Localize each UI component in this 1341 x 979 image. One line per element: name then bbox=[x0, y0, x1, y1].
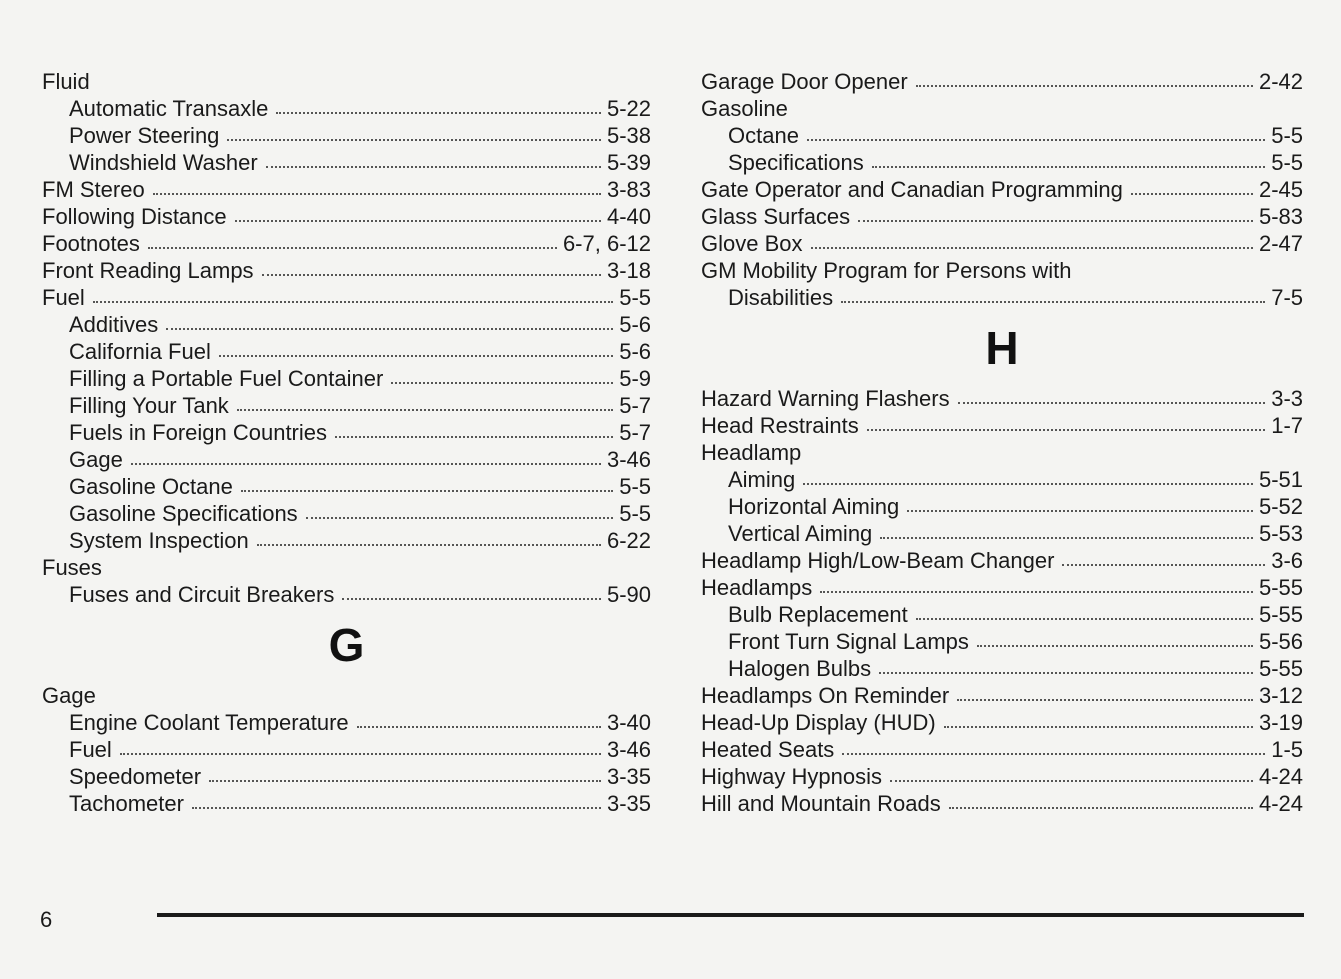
page-reference: 5-83 bbox=[1258, 204, 1303, 229]
entry-label: Engine Coolant Temperature bbox=[69, 710, 349, 735]
dot-leader bbox=[306, 517, 614, 519]
dot-leader bbox=[93, 301, 613, 303]
index-entry-gm-mobility-program-for-persons-with bbox=[701, 257, 1303, 284]
entry-label: Front Turn Signal Lamps bbox=[728, 629, 969, 654]
page-reference: 5-5 bbox=[1271, 150, 1303, 175]
entry-label: Head-Up Display (HUD) bbox=[701, 710, 936, 735]
dot-leader bbox=[241, 490, 613, 492]
entry-label: Gasoline bbox=[701, 96, 788, 121]
entry-label: Filling Your Tank bbox=[69, 393, 229, 418]
index-subentry-bulb-replacement bbox=[701, 601, 1303, 628]
page-reference: 5-9 bbox=[619, 366, 651, 391]
page-reference: 5-55 bbox=[1258, 656, 1303, 681]
index-subentry-power-steering bbox=[42, 122, 651, 149]
index-entry-gage bbox=[42, 682, 651, 709]
dot-leader bbox=[807, 139, 1265, 141]
index-entry-gate-operator-and-canadian-programming bbox=[701, 176, 1303, 203]
entry-label: Vertical Aiming bbox=[728, 521, 873, 546]
dot-leader bbox=[1062, 564, 1265, 566]
page-reference: 3-83 bbox=[606, 177, 651, 202]
dot-leader bbox=[916, 85, 1253, 87]
entry-label: Fuel bbox=[69, 737, 112, 762]
page-reference: 5-38 bbox=[606, 123, 651, 148]
entry-label: Fuses bbox=[42, 555, 102, 580]
entry-label: Fuses and Circuit Breakers bbox=[69, 582, 335, 607]
index-subentry-tachometer bbox=[42, 790, 651, 817]
footer-rule bbox=[157, 913, 1304, 917]
entry-label: Speedometer bbox=[69, 764, 202, 789]
page-reference: 3-12 bbox=[1258, 683, 1303, 708]
entry-label: Aiming bbox=[728, 467, 796, 492]
page-reference: 1-7 bbox=[1271, 413, 1303, 438]
index-subentry-filling-your-tank bbox=[42, 392, 651, 419]
page-number: 6 bbox=[40, 907, 53, 932]
index-subentry-engine-coolant-temperature bbox=[42, 709, 651, 736]
index-subentry-gage bbox=[42, 446, 651, 473]
index-entry-fluid bbox=[42, 68, 651, 95]
dot-leader bbox=[257, 544, 601, 546]
index-subentry-speedometer bbox=[42, 763, 651, 790]
entry-label: Gage bbox=[42, 683, 96, 708]
page-reference: 3-46 bbox=[606, 447, 651, 472]
page-reference: 6-7, 6-12 bbox=[562, 231, 651, 256]
page-reference: 2-47 bbox=[1258, 231, 1303, 256]
entry-label: Head Restraints bbox=[701, 413, 859, 438]
entry-label: Glove Box bbox=[701, 231, 803, 256]
entry-label: Bulb Replacement bbox=[728, 602, 908, 627]
entry-label: Garage Door Opener bbox=[701, 69, 908, 94]
dot-leader bbox=[880, 537, 1253, 539]
index-column-left bbox=[42, 68, 651, 817]
entry-label: Gasoline Octane bbox=[69, 474, 233, 499]
dot-leader bbox=[357, 726, 601, 728]
entry-label: Fuel bbox=[42, 285, 85, 310]
dot-leader bbox=[977, 645, 1253, 647]
dot-leader bbox=[944, 726, 1253, 728]
index-subentry-front-turn-signal-lamps bbox=[701, 628, 1303, 655]
entry-label: Filling a Portable Fuel Container bbox=[69, 366, 384, 391]
index-subentry-fuel bbox=[42, 736, 651, 763]
index-entry-gasoline bbox=[701, 95, 1303, 122]
dot-leader bbox=[148, 247, 557, 249]
entry-label: Fuels in Foreign Countries bbox=[69, 420, 328, 445]
page-reference: 5-55 bbox=[1258, 602, 1303, 627]
page-reference: 5-5 bbox=[1271, 123, 1303, 148]
dot-leader bbox=[841, 301, 1265, 303]
dot-leader bbox=[262, 274, 601, 276]
index-column-right bbox=[701, 68, 1303, 817]
dot-leader bbox=[120, 753, 601, 755]
page-reference: 2-45 bbox=[1258, 177, 1303, 202]
index-entry-hazard-warning-flashers bbox=[701, 385, 1303, 412]
entry-label: Fluid bbox=[42, 69, 90, 94]
index-subentry-disabilities bbox=[701, 284, 1303, 311]
page-reference: 3-3 bbox=[1271, 386, 1303, 411]
entry-label: GM Mobility Program for Persons with bbox=[701, 258, 1072, 283]
dot-leader bbox=[890, 780, 1253, 782]
page-reference: 5-6 bbox=[619, 339, 651, 364]
dot-leader bbox=[335, 436, 613, 438]
index-subentry-system-inspection bbox=[42, 527, 651, 554]
section-letter-g: G bbox=[328, 619, 365, 671]
entry-label: California Fuel bbox=[69, 339, 211, 364]
dot-leader bbox=[872, 166, 1265, 168]
entry-label: Front Reading Lamps bbox=[42, 258, 254, 283]
index-subentry-additives bbox=[42, 311, 651, 338]
index-entry-heated-seats bbox=[701, 736, 1303, 763]
dot-leader bbox=[867, 429, 1265, 431]
index-entry-highway-hypnosis bbox=[701, 763, 1303, 790]
index-entry-head-up-display-hud bbox=[701, 709, 1303, 736]
entry-label: Disabilities bbox=[728, 285, 834, 310]
entry-label: Hill and Mountain Roads bbox=[701, 791, 941, 816]
page-reference: 5-56 bbox=[1258, 629, 1303, 654]
page-reference: 6-22 bbox=[606, 528, 651, 553]
entry-label: Tachometer bbox=[69, 791, 184, 816]
entry-label: Gasoline Specifications bbox=[69, 501, 298, 526]
page-reference: 5-51 bbox=[1258, 467, 1303, 492]
index-entry-headlamp-high-low-beam-changer bbox=[701, 547, 1303, 574]
entry-label: Additives bbox=[69, 312, 159, 337]
dot-leader bbox=[131, 463, 601, 465]
dot-leader bbox=[166, 328, 613, 330]
page-reference: 3-18 bbox=[606, 258, 651, 283]
page-reference: 3-6 bbox=[1271, 548, 1303, 573]
index-subentry-specifications bbox=[701, 149, 1303, 176]
index-subentry-gasoline-specifications bbox=[42, 500, 651, 527]
dot-leader bbox=[227, 139, 601, 141]
dot-leader bbox=[276, 112, 601, 114]
dot-leader bbox=[342, 598, 601, 600]
index-subentry-filling-a-portable-fuel-container bbox=[42, 365, 651, 392]
page-reference: 4-24 bbox=[1258, 764, 1303, 789]
page-reference: 3-19 bbox=[1258, 710, 1303, 735]
index-entry-headlamps bbox=[701, 574, 1303, 601]
dot-leader bbox=[957, 699, 1253, 701]
page-reference: 5-5 bbox=[619, 501, 651, 526]
index-subentry-california-fuel bbox=[42, 338, 651, 365]
entry-label: Headlamps On Reminder bbox=[701, 683, 950, 708]
index-entry-headlamps-on-reminder bbox=[701, 682, 1303, 709]
page-reference: 5-22 bbox=[606, 96, 651, 121]
entry-label: Gate Operator and Canadian Programming bbox=[701, 177, 1123, 202]
entry-label: Halogen Bulbs bbox=[728, 656, 872, 681]
section-letter-h: H bbox=[985, 322, 1019, 374]
entry-label: Horizontal Aiming bbox=[728, 494, 900, 519]
index-entry-fm-stereo bbox=[42, 176, 651, 203]
dot-leader bbox=[192, 807, 601, 809]
dot-leader bbox=[237, 409, 613, 411]
entry-label: FM Stereo bbox=[42, 177, 145, 202]
index-entry-footnotes bbox=[42, 230, 651, 257]
dot-leader bbox=[820, 591, 1253, 593]
entry-label: Power Steering bbox=[69, 123, 220, 148]
dot-leader bbox=[958, 402, 1266, 404]
index-subentry-vertical-aiming bbox=[701, 520, 1303, 547]
index-entry-hill-and-mountain-roads bbox=[701, 790, 1303, 817]
page-reference: 4-40 bbox=[606, 204, 651, 229]
dot-leader bbox=[811, 247, 1253, 249]
index-entry-headlamp bbox=[701, 439, 1303, 466]
index-subentry-halogen-bulbs bbox=[701, 655, 1303, 682]
page-reference: 4-24 bbox=[1258, 791, 1303, 816]
entry-label: Headlamp High/Low-Beam Changer bbox=[701, 548, 1055, 573]
page-reference: 5-39 bbox=[606, 150, 651, 175]
page-reference: 5-6 bbox=[619, 312, 651, 337]
index-subentry-automatic-transaxle bbox=[42, 95, 651, 122]
dot-leader bbox=[153, 193, 601, 195]
dot-leader bbox=[219, 355, 613, 357]
page-reference: 5-5 bbox=[619, 474, 651, 499]
dot-leader bbox=[907, 510, 1253, 512]
page-reference: 3-40 bbox=[606, 710, 651, 735]
index-subentry-horizontal-aiming bbox=[701, 493, 1303, 520]
index-entry-following-distance bbox=[42, 203, 651, 230]
index-subentry-windshield-washer bbox=[42, 149, 651, 176]
page-reference: 5-53 bbox=[1258, 521, 1303, 546]
entry-label: Following Distance bbox=[42, 204, 227, 229]
entry-label: Hazard Warning Flashers bbox=[701, 386, 950, 411]
dot-leader bbox=[842, 753, 1265, 755]
dot-leader bbox=[803, 483, 1253, 485]
index-subentry-gasoline-octane bbox=[42, 473, 651, 500]
dot-leader bbox=[879, 672, 1253, 674]
entry-label: Octane bbox=[728, 123, 799, 148]
dot-leader bbox=[858, 220, 1253, 222]
entry-label: Headlamp bbox=[701, 440, 802, 465]
index-subentry-aiming bbox=[701, 466, 1303, 493]
page-reference: 5-55 bbox=[1258, 575, 1303, 600]
index-entry-fuel bbox=[42, 284, 651, 311]
index-subentry-fuses-and-circuit-breakers bbox=[42, 581, 651, 608]
entry-label: Windshield Washer bbox=[69, 150, 258, 175]
dot-leader bbox=[1131, 193, 1253, 195]
page-reference: 5-90 bbox=[606, 582, 651, 607]
entry-label: System Inspection bbox=[69, 528, 249, 553]
index-entry-garage-door-opener bbox=[701, 68, 1303, 95]
index-entry-head-restraints bbox=[701, 412, 1303, 439]
page-reference: 5-52 bbox=[1258, 494, 1303, 519]
entry-label: Headlamps bbox=[701, 575, 813, 600]
dot-leader bbox=[266, 166, 601, 168]
page-reference: 5-7 bbox=[619, 420, 651, 445]
dot-leader bbox=[209, 780, 601, 782]
page-reference: 5-5 bbox=[619, 285, 651, 310]
dot-leader bbox=[916, 618, 1253, 620]
index-subentry-octane bbox=[701, 122, 1303, 149]
entry-label: Automatic Transaxle bbox=[69, 96, 269, 121]
index-entry-fuses bbox=[42, 554, 651, 581]
dot-leader bbox=[949, 807, 1253, 809]
index-entry-glove-box bbox=[701, 230, 1303, 257]
page-reference: 7-5 bbox=[1271, 285, 1303, 310]
entry-label: Heated Seats bbox=[701, 737, 835, 762]
entry-label: Highway Hypnosis bbox=[701, 764, 882, 789]
dot-leader bbox=[391, 382, 613, 384]
page-reference: 5-7 bbox=[619, 393, 651, 418]
dot-leader bbox=[235, 220, 601, 222]
entry-label: Footnotes bbox=[42, 231, 140, 256]
page-reference: 2-42 bbox=[1258, 69, 1303, 94]
index-entry-glass-surfaces bbox=[701, 203, 1303, 230]
page-reference: 3-35 bbox=[606, 764, 651, 789]
index-subentry-fuels-in-foreign-countries bbox=[42, 419, 651, 446]
entry-label: Glass Surfaces bbox=[701, 204, 851, 229]
page-reference: 1-5 bbox=[1271, 737, 1303, 762]
page-reference: 3-35 bbox=[606, 791, 651, 816]
index-entry-front-reading-lamps bbox=[42, 257, 651, 284]
entry-label: Gage bbox=[69, 447, 123, 472]
page-reference: 3-46 bbox=[606, 737, 651, 762]
entry-label: Specifications bbox=[728, 150, 864, 175]
